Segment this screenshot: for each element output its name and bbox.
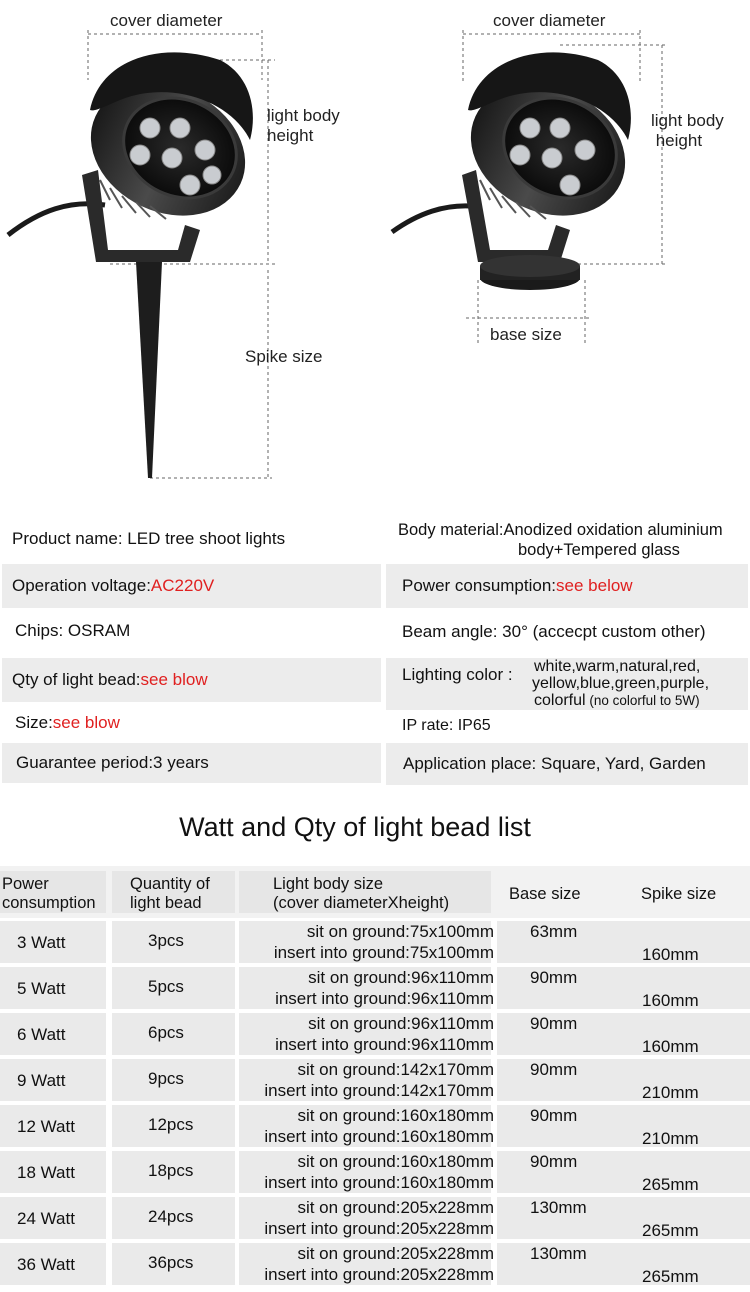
qty-of-light-bead-value: see blow	[140, 670, 208, 689]
row-power: 6 Watt	[17, 1025, 66, 1044]
size	[2, 705, 381, 741]
light-bead-table	[0, 866, 750, 1292]
row-sit-on-ground: sit on ground:205x228mm	[297, 1198, 494, 1217]
row-power: 9 Watt	[17, 1071, 66, 1090]
row-insert-into-ground: insert into ground:142x170mm	[264, 1081, 494, 1100]
table-row	[0, 1150, 750, 1194]
right-light-body-height-label: light body height	[651, 111, 724, 150]
row-base-size: 90mm	[530, 1106, 578, 1125]
table-header	[0, 866, 750, 918]
beam-angle-text: Beam angle: 30° (accecpt custom other)	[402, 622, 706, 641]
right-cover-diameter-label: cover diameter	[493, 11, 606, 30]
specifications	[0, 515, 750, 790]
product-name	[2, 520, 382, 558]
row-spike-size: 160mm	[642, 991, 699, 1010]
row-spike-size: 210mm	[642, 1083, 699, 1102]
row-spike-size: 265mm	[642, 1267, 699, 1286]
row-base-size: 63mm	[530, 922, 578, 941]
size-value: see blow	[52, 713, 120, 732]
row-base-size: 90mm	[530, 1060, 578, 1079]
row-power: 18 Watt	[17, 1163, 75, 1182]
header-power-consumption: Power consumption	[2, 875, 96, 912]
qty-of-light-bead-label: Qty of light bead:	[12, 670, 141, 689]
row-power: 24 Watt	[17, 1209, 75, 1228]
row-insert-into-ground: insert into ground:96x110mm	[275, 1035, 494, 1054]
power-consumption-label: Power consumption:	[402, 576, 557, 595]
table-row	[0, 1196, 750, 1240]
chips	[2, 612, 381, 650]
ip-rate-text: IP rate: IP65	[402, 717, 491, 734]
table-row	[0, 1012, 750, 1056]
row-sit-on-ground: sit on ground:142x170mm	[297, 1060, 494, 1079]
row-base-size: 130mm	[530, 1244, 587, 1263]
table-row	[0, 1242, 750, 1286]
row-spike-size: 265mm	[642, 1175, 699, 1194]
row-sit-on-ground: sit on ground:160x180mm	[297, 1152, 494, 1171]
row-spike-size: 160mm	[642, 945, 699, 964]
qty-of-light-bead	[2, 658, 381, 702]
row-spike-size: 160mm	[642, 1037, 699, 1056]
row-qty: 3pcs	[148, 931, 184, 950]
body-material-line1: Body material:Anodized oxidation aluminium	[398, 521, 723, 539]
row-qty: 9pcs	[148, 1069, 184, 1088]
row-insert-into-ground: insert into ground:160x180mm	[264, 1127, 494, 1146]
lighting-color-line3: colorful	[534, 692, 586, 709]
guarantee-period	[2, 743, 381, 783]
lighting-color-note: (no colorful to 5W)	[585, 693, 700, 708]
row-sit-on-ground: sit on ground:75x100mm	[306, 922, 494, 941]
row-insert-into-ground: insert into ground:205x228mm	[264, 1219, 494, 1238]
table-row	[0, 920, 750, 964]
application-place	[386, 743, 748, 785]
lighting-color-values	[534, 658, 709, 709]
left-cover-diameter-label: cover diameter	[110, 11, 223, 30]
row-spike-size: 210mm	[642, 1129, 699, 1148]
operation-voltage-value: AC220V	[150, 576, 215, 595]
chips-text: Chips: OSRAM	[15, 621, 131, 640]
lighting-color-label: Lighting color :	[402, 665, 513, 684]
lighting-color	[386, 658, 748, 710]
product-illustration	[0, 0, 750, 505]
row-insert-into-ground: insert into ground:96x110mm	[275, 989, 494, 1008]
row-qty: 5pcs	[148, 977, 184, 996]
header-quantity-of-light-bead: Quantity of light bead	[130, 875, 210, 912]
table-row	[0, 1104, 750, 1148]
power-consumption	[386, 564, 748, 608]
operation-voltage-label: Operation voltage:	[12, 576, 151, 595]
product-diagram	[0, 0, 750, 505]
row-sit-on-ground: sit on ground:205x228mm	[297, 1244, 494, 1263]
header-spike-size: Spike size	[641, 885, 717, 903]
row-insert-into-ground: insert into ground:205x228mm	[264, 1265, 494, 1284]
header-base-size: Base size	[509, 885, 581, 903]
row-qty: 12pcs	[148, 1115, 194, 1134]
header-light-body-size: Light body size (cover diameterXheight)	[273, 875, 450, 912]
spike-size-label: Spike size	[245, 347, 323, 366]
lighting-color-line2: yellow,blue,green,purple,	[532, 675, 710, 692]
row-power: 12 Watt	[17, 1117, 75, 1136]
power-consumption-value: see below	[556, 576, 633, 595]
row-qty: 6pcs	[148, 1023, 184, 1042]
row-insert-into-ground: insert into ground:75x100mm	[273, 943, 494, 962]
lighting-color-line1: white,warm,natural,red,	[534, 658, 701, 675]
guarantee-period-text: Guarantee period:3 years	[16, 753, 209, 772]
row-qty: 18pcs	[148, 1161, 194, 1180]
application-place-text: Application place: Square, Yard, Garden	[403, 754, 706, 773]
row-base-size: 90mm	[530, 968, 578, 987]
size-label: Size:	[15, 713, 53, 732]
operation-voltage	[2, 564, 381, 608]
row-power: 36 Watt	[17, 1255, 75, 1274]
body-material-line2: body+Tempered glass	[518, 541, 680, 559]
row-sit-on-ground: sit on ground:160x180mm	[297, 1106, 494, 1125]
table-row	[0, 1058, 750, 1102]
row-spike-size: 265mm	[642, 1221, 699, 1240]
row-power: 3 Watt	[17, 933, 66, 952]
row-power: 5 Watt	[17, 979, 66, 998]
row-insert-into-ground: insert into ground:160x180mm	[264, 1173, 494, 1192]
row-base-size: 90mm	[530, 1152, 578, 1171]
row-qty: 24pcs	[148, 1207, 194, 1226]
product-name-text: Product name: LED tree shoot lights	[12, 529, 286, 548]
row-base-size: 90mm	[530, 1014, 578, 1033]
beam-angle	[386, 612, 750, 652]
row-sit-on-ground: sit on ground:96x110mm	[308, 968, 494, 987]
base-size-label: base size	[490, 325, 562, 344]
row-qty: 36pcs	[148, 1253, 194, 1272]
left-light-body-height-label: light body height	[267, 106, 340, 145]
row-base-size: 130mm	[530, 1198, 587, 1217]
table-row	[0, 966, 750, 1010]
table-title: Watt and Qty of light bead list	[179, 812, 531, 842]
ip-rate	[386, 711, 748, 741]
row-sit-on-ground: sit on ground:96x110mm	[308, 1014, 494, 1033]
body-material	[398, 520, 750, 560]
